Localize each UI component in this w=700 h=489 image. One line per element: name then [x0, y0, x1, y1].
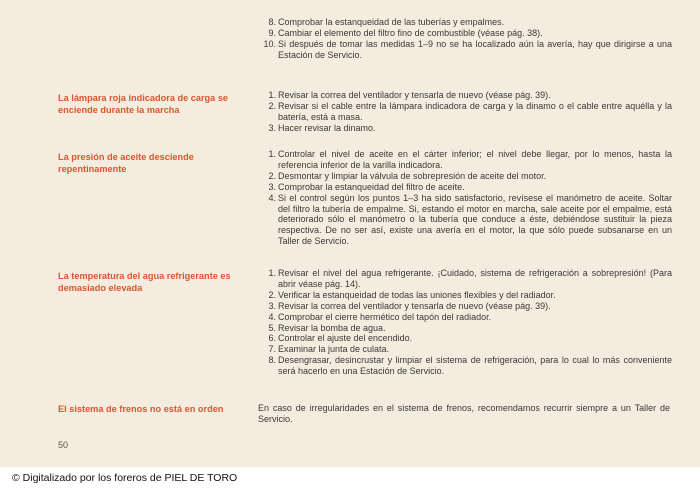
item-text: Revisar la bomba de agua.: [278, 322, 386, 333]
item-number: 1.: [268, 90, 276, 100]
item-number: 2.: [268, 289, 276, 300]
item-text: Comprobar la estanqueidad del filtro de aceite.: [278, 181, 465, 192]
item-number: 3.: [268, 122, 276, 133]
coolant-temperature-list: [262, 268, 672, 377]
item-number: 1.: [268, 268, 276, 278]
item-text: Revisar la correa del ventilador y tensarla de nuevo (véase pág. 39).: [278, 90, 551, 100]
item-number: 10.: [263, 38, 276, 49]
section-heading-charge-lamp: La lámpara roja indicadora de carga se enciende durante la marcha: [58, 93, 229, 115]
item-text: Cambiar el elemento del filtro fino de combustible (véase pág. 38).: [278, 27, 543, 38]
item-number: 2.: [268, 170, 276, 181]
item-text: Revisar la correa del ventilador y tensarla de nuevo (véase pág. 39).: [278, 300, 551, 311]
item-number: 8.: [268, 355, 276, 366]
item-text: Revisar el nivel del agua refrigerante. ¡Cuidado, sistema de refrigeración a sobrepresión! (Para abrir véase pág. 14).: [278, 268, 672, 289]
list-item: [262, 149, 672, 171]
list-item: [262, 123, 672, 134]
list-item: [262, 39, 672, 61]
item-number: 4.: [268, 192, 276, 203]
list-item: [262, 333, 672, 344]
list-item: [262, 301, 672, 312]
list-item: [262, 90, 672, 101]
item-number: 3.: [268, 181, 276, 192]
item-text: Comprobar la estanqueidad de las tuberías y empalmes.: [278, 17, 505, 27]
item-text: Si después de tomar las medidas 1–9 no se ha localizado aún la avería, hay que dirigirse a una Estación de Servicio.: [278, 38, 672, 60]
list-item: [262, 268, 672, 290]
list-item: [262, 290, 672, 301]
item-text: Hacer revisar la dinamo.: [278, 122, 376, 133]
item-number: 2.: [268, 100, 276, 111]
list-item: [262, 17, 672, 28]
list-item: [262, 344, 672, 355]
item-number: 7.: [268, 344, 276, 355]
item-text: Si el control según los puntos 1–3 ha sido satisfactorio, revísese el manómetro de aceite. Soltar del filtro la tubería de empalme. Si, estando el motor en marcha, sale aceite por el empalme, está deteriorado sólo el manómetro o la tubería que conduce a éste, debiéndose sustituir la pieza respectiva. De no ser así, existe una avería en el motor, la que sólo puede subsanarse en un Taller de Servicio.: [278, 192, 672, 247]
item-text: Controlar el nivel de aceite en el cárter inferior; el nivel debe llegar, por lo menos, hasta la referencia inferior de la varilla indicadora.: [278, 149, 672, 170]
oil-pressure-list: [262, 149, 672, 247]
item-text: Examinar la junta de culata.: [278, 344, 390, 355]
list-item: [262, 28, 672, 39]
item-text: Desengrasar, desincrustar y limpiar el sistema de refrigeración, para lo cual lo más conveniente será hacerlo en una Estación de Servicio.: [278, 355, 672, 377]
item-text: Verificar la estanqueidad de todas las uniones flexibles y del radiador.: [278, 289, 556, 300]
section-heading-brakes: El sistema de frenos no está en orden: [58, 404, 224, 414]
item-text: Comprobar el cierre hermético del tapón del radiador.: [278, 311, 492, 322]
list-item: [262, 312, 672, 323]
section-heading-oil-pressure: La presión de aceite desciende repentinamente: [58, 152, 194, 174]
charge-lamp-list: [262, 90, 672, 134]
item-number: 4.: [268, 311, 276, 322]
list-item: [262, 193, 672, 248]
page-number: 50: [58, 440, 69, 450]
intro-list: [262, 17, 672, 61]
item-number: 1.: [268, 149, 276, 159]
list-item: [262, 171, 672, 182]
item-number: 8.: [268, 17, 276, 27]
section-heading-coolant-temperature: La temperatura del agua refrigerante es demasiado elevada: [58, 271, 231, 293]
item-number: 6.: [268, 333, 276, 344]
list-item: [262, 101, 672, 123]
item-number: 5.: [268, 322, 276, 333]
list-item: [262, 323, 672, 334]
item-number: 9.: [268, 27, 276, 38]
item-text: Controlar el ajuste del encendido.: [278, 333, 413, 344]
item-text: Desmontar y limpiar la válvula de sobrepresión de aceite del motor.: [278, 170, 547, 181]
brakes-paragraph: En caso de irregularidades en el sistema de frenos, recomendamos recurrir siempre a un Taller de Servicio.: [258, 403, 670, 424]
item-text: Revisar si el cable entre la lámpara indicadora de carga y la dinamo o el cable entre aquélla y la batería, está a masa.: [278, 100, 672, 122]
item-number: 3.: [268, 300, 276, 311]
digitization-credit: © Digitalizado por los foreros de PIEL DE TORO: [0, 467, 700, 489]
list-item: [262, 182, 672, 193]
list-item: [262, 355, 672, 377]
